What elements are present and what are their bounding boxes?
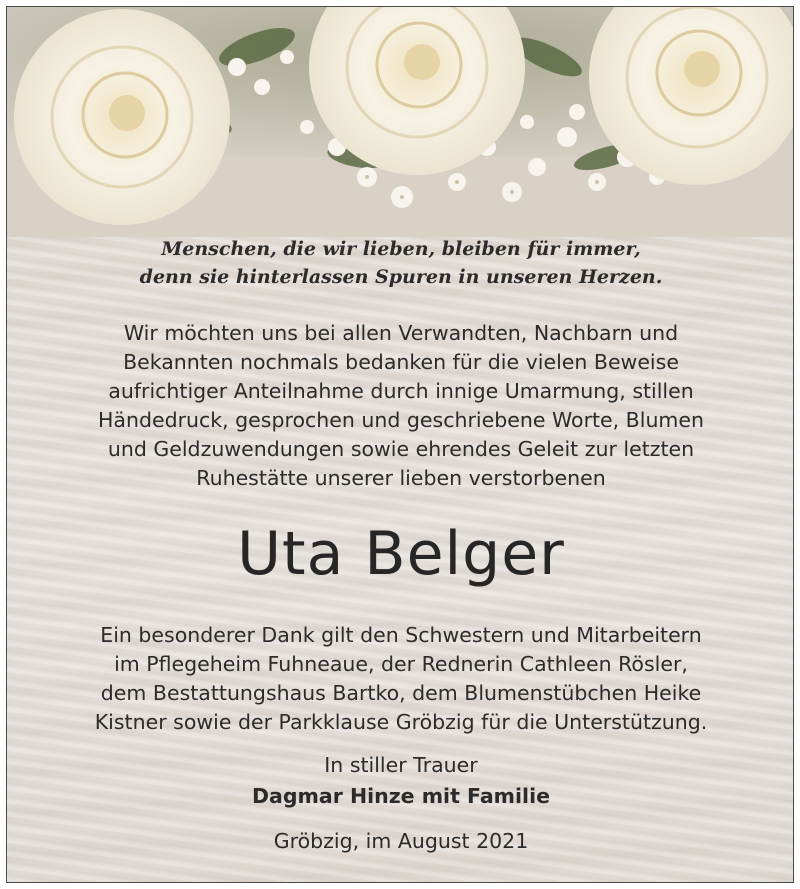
thanks-line: Wir möchten uns bei allen Verwandten, Nachbarn und xyxy=(123,321,679,345)
special-thanks-line: dem Bestattungshaus Bartko, dem Blumenstübchen Heike xyxy=(100,681,702,705)
thanks-line: und Geldzuwendungen sowie ehrendes Geleit zur letzten xyxy=(107,437,695,461)
motto-line: denn sie hinterlassen Spuren in unseren Herzen. xyxy=(139,266,663,288)
thanks-line: aufrichtiger Anteilnahme durch innige Umarmung, stillen xyxy=(108,379,694,403)
special-thanks-paragraph xyxy=(7,621,794,737)
grief-line: In stiller Trauer xyxy=(324,753,478,777)
deceased-name: Uta Belger xyxy=(237,519,565,589)
thanks-line: Ruhestätte unserer lieben verstorbenen xyxy=(196,466,606,490)
motto-line: Menschen, die wir lieben, bleiben für immer, xyxy=(161,238,641,260)
obituary-card xyxy=(6,6,794,883)
motto-quote xyxy=(7,235,794,291)
family-signature: Dagmar Hinze mit Familie xyxy=(251,784,551,808)
thanks-paragraph xyxy=(7,319,794,493)
place-date: Gröbzig, im August 2021 xyxy=(273,829,529,853)
special-thanks-line: im Pflegeheim Fuhneaue, der Rednerin Cathleen Rösler, xyxy=(114,652,688,676)
special-thanks-line: Ein besonderer Dank gilt den Schwestern und Mitarbeitern xyxy=(100,623,702,647)
special-thanks-line: Kistner sowie der Parkklause Gröbzig für die Unterstützung. xyxy=(94,710,708,734)
roses-flower-image xyxy=(7,7,794,237)
thanks-line: Händedruck, gesprochen und geschriebene Worte, Blumen xyxy=(97,408,705,432)
thanks-line: Bekannten nochmals bedanken für die vielen Beweise xyxy=(123,350,679,374)
